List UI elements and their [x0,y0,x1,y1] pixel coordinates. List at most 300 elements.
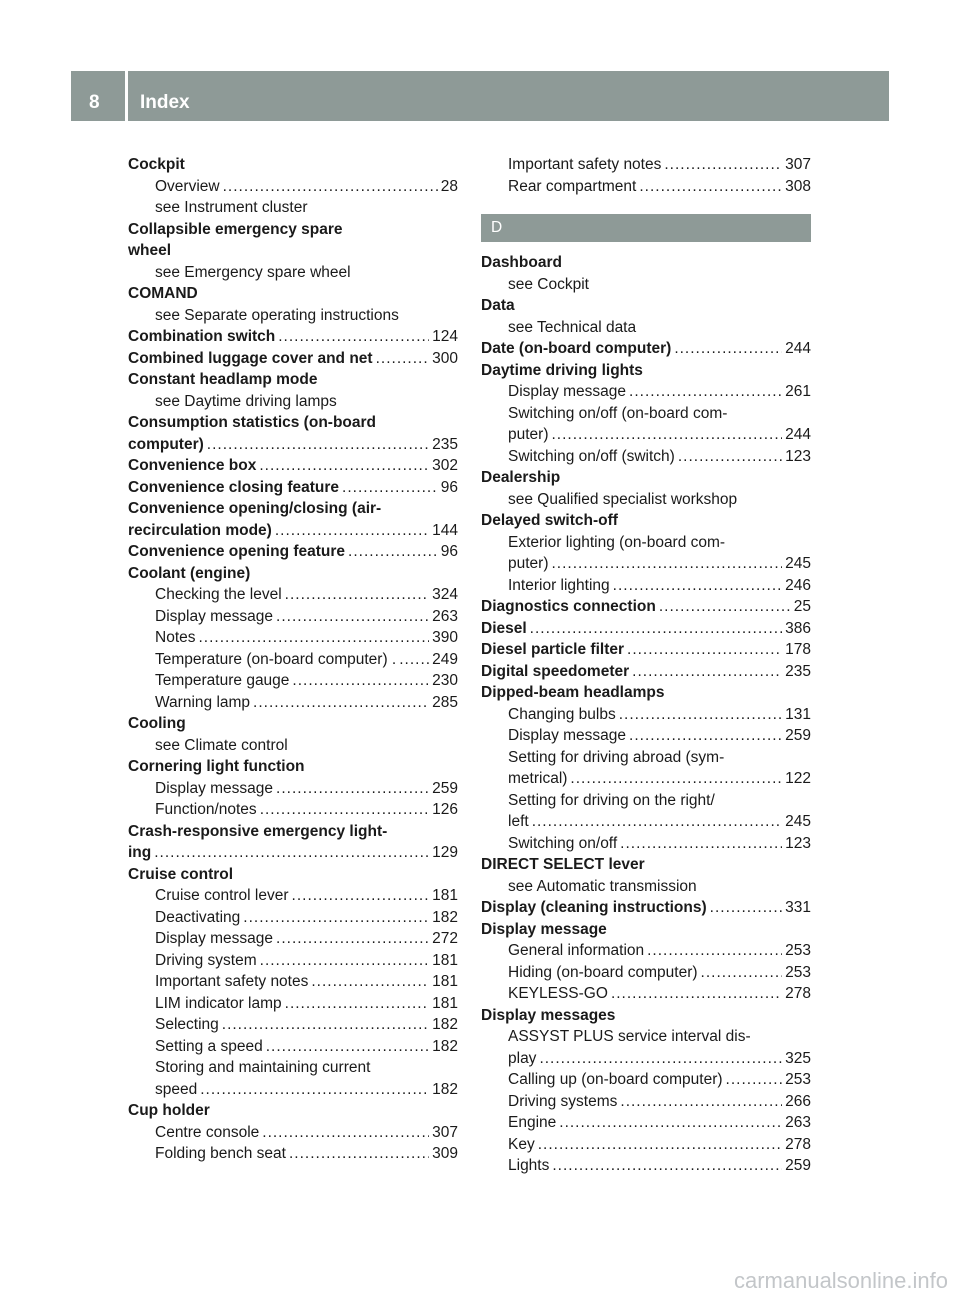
dot-leader [620,833,782,855]
dot-leader [253,692,429,714]
index-subentry [481,1134,811,1156]
index-subentry [481,790,811,812]
index-subentry [128,799,458,821]
index-entry [481,467,811,489]
entry-text: Coolant (engine) [128,564,251,582]
entry-text: Selecting [155,1016,219,1033]
entry-text: DIRECT SELECT lever [481,856,645,873]
entry-text: Consumption statistics (on-board [128,414,376,431]
entry-text: Centre console [155,1123,260,1141]
entry-text: recirculation mode) [128,521,272,539]
index-subentry [128,950,458,972]
index-entry [128,477,458,499]
index-entry [481,1005,811,1027]
index-subentry [128,1036,458,1058]
index-subentry [481,1091,811,1113]
index-entry [128,713,458,735]
entry-text: Cockpit [128,156,185,173]
page-ref: 244 [785,426,811,443]
page-ref: 249 [432,650,458,668]
entry-text: left [508,813,529,830]
entry-text: Display message [508,383,627,400]
index-subentry [481,154,811,176]
entry-text: Deactivating [155,908,241,926]
index-entry [128,1100,458,1122]
dot-leader [532,811,782,833]
entry-text: Dealership [481,469,561,486]
entry-text: Collapsible emergency spare [128,220,343,238]
page-ref: 253 [785,1071,811,1088]
entry-text: Setting a speed [155,1037,263,1055]
dot-leader [278,326,429,348]
entry-text: Display message [481,920,607,938]
entry-text: Cooling [128,715,186,732]
entry-text: Switching on/off (on-board com- [508,404,728,422]
entry-text: Temperature (on-board computer) . [155,650,397,668]
index-entry [128,455,458,477]
page-ref: 308 [785,177,811,195]
page-ref: 181 [432,951,458,969]
index-entry [128,821,458,843]
entry-text: see Climate control [155,736,288,754]
dot-leader [613,575,782,597]
index-subentry [128,584,458,606]
page-ref: 263 [785,1114,811,1131]
entry-text: Constant headlamp mode [128,371,318,388]
entry-text: Display message [155,930,274,947]
entry-text: Diesel [481,619,527,637]
index-column-left [128,154,458,1165]
entry-text: Cornering light function [128,758,305,775]
index-entry [481,897,811,919]
entry-text: Delayed switch-off [481,512,618,529]
entry-text: see Daytime driving lamps [155,392,337,410]
dot-leader [570,768,782,790]
page-ref: 181 [432,994,458,1012]
entry-text: Lights [508,1157,550,1174]
dot-leader [276,928,429,950]
page-ref: 302 [432,457,458,474]
page-ref: 285 [432,693,458,711]
letter-heading: D [481,214,811,242]
entry-text: Digital speedometer [481,662,630,680]
index-entry [481,596,811,618]
dot-leader [222,1014,429,1036]
index-subentry [128,928,458,950]
page-ref: 263 [432,607,458,625]
index-subentry [481,381,811,403]
page-ref: 307 [432,1123,458,1141]
dot-leader [552,553,783,575]
entry-text: Setting for driving abroad (sym- [508,748,725,766]
entry-text: see Emergency spare wheel [155,263,351,281]
index-subentry [481,725,811,747]
page-ref: 331 [785,899,811,916]
dot-leader [376,348,430,370]
dot-leader [619,704,782,726]
entry-text: Overview [155,177,220,195]
page-ref: 235 [432,435,458,453]
index-column-right [481,154,811,1177]
index-entry [481,854,811,876]
index-subentry [481,768,811,790]
page-ref: 278 [785,1135,811,1153]
entry-text: see Technical data [508,318,637,336]
page-ref: 124 [432,328,458,345]
dot-leader [207,434,429,456]
entry-text: ASSYST PLUS service interval dis- [508,1028,751,1045]
entry-text: Combination switch [128,328,276,345]
dot-leader [632,661,782,683]
entry-text: wheel [128,242,172,259]
page-ref: 324 [432,586,458,603]
index-subentry [481,1026,811,1048]
page-number: 8 [89,92,100,113]
entry-text: Cup holder [128,1102,210,1119]
dot-leader [620,1091,782,1113]
index-subentry [481,176,811,198]
dot-leader [276,606,429,628]
index-subentry [128,305,458,327]
index-entry [128,541,458,563]
index-entry [128,240,458,262]
dot-leader [701,962,783,984]
page-ref: 253 [785,963,811,981]
entry-text: Exterior lighting (on-board com- [508,533,726,551]
page-ref: 122 [785,770,811,787]
index-subentry [128,262,458,284]
index-subentry [128,606,458,628]
entry-text: Notes [155,629,196,646]
dot-leader [552,1155,782,1177]
entry-text: Convenience opening/closing (air- [128,500,382,517]
page-ref: 390 [432,629,458,646]
dot-leader [260,799,429,821]
entry-text: Display message [508,727,627,744]
index-subentry [481,1069,811,1091]
dot-leader [639,176,782,198]
page-ref: 309 [432,1145,458,1162]
entry-text: Display (cleaning instructions) [481,899,707,916]
index-entry [481,295,811,317]
entry-text: Diagnostics connection [481,598,656,615]
dot-leader [629,381,782,403]
page-ref: 245 [785,813,811,830]
index-entry [128,219,458,241]
index-subentry [481,983,811,1005]
index-subentry [128,971,458,993]
entry-text: puter) [508,555,549,572]
index-entry [481,661,811,683]
entry-text: Rear compartment [508,177,637,195]
entry-text: General information [508,942,645,959]
index-subentry [128,1014,458,1036]
entry-text: Convenience closing feature [128,478,340,496]
page-ref: 96 [440,478,458,496]
page-ref: 123 [785,447,811,465]
dot-leader [659,596,791,618]
index-entry [128,498,458,520]
dot-leader [266,1036,429,1058]
entry-text: speed [155,1080,198,1098]
page-ref: 278 [785,985,811,1002]
section-title: Index [140,92,190,113]
index-entry [128,756,458,778]
page-ref: 178 [785,641,811,658]
dot-leader [647,940,782,962]
dot-leader [154,842,429,864]
entry-text: Temperature gauge [155,672,290,689]
page-number-box [71,71,125,121]
index-entry [128,864,458,886]
entry-text: Key [508,1135,535,1153]
entry-text: Dashboard [481,254,562,271]
index-subentry [128,176,458,198]
dot-leader [259,455,429,477]
index-entry [481,510,811,532]
dot-leader [710,897,782,919]
page-ref: 182 [432,1016,458,1033]
page-ref: 28 [440,177,458,195]
dot-leader [243,907,429,929]
dot-leader [285,993,429,1015]
page-header [71,71,889,121]
index-entry [128,434,458,456]
entry-text: Convenience opening feature [128,543,346,560]
index-subentry [481,704,811,726]
dot-leader [552,424,783,446]
page-ref: 182 [432,1080,458,1098]
dot-leader [627,639,782,661]
dot-leader [530,618,782,640]
entry-text: LIM indicator lamp [155,994,282,1012]
index-subentry [481,940,811,962]
dot-leader [348,541,438,563]
entry-text: Crash-responsive emergency light- [128,822,388,840]
entry-text: Engine [508,1114,557,1131]
index-subentry [481,317,811,339]
entry-text: see Cockpit [508,275,589,293]
index-entry [128,369,458,391]
entry-text: Important safety notes [508,156,662,173]
page-ref: 126 [432,801,458,818]
entry-text: metrical) [508,770,568,787]
dot-leader [276,778,429,800]
dot-leader [199,627,430,649]
entry-text: Warning lamp [155,693,251,711]
watermark: carmanualsonline.info [733,1268,948,1293]
entry-text: Data [481,297,515,314]
entry-text: Interior lighting [508,576,610,594]
entry-text: play [508,1049,537,1067]
dot-leader [289,1143,429,1165]
entry-text: ing [128,844,152,861]
dot-leader [726,1069,783,1091]
index-subentry [481,1048,811,1070]
index-subentry [481,747,811,769]
page-ref: 123 [785,834,811,852]
entry-text: Folding bench seat [155,1145,286,1162]
index-subentry [481,403,811,425]
entry-text: Date (on-board computer) [481,340,672,357]
index-subentry [128,692,458,714]
page-ref: 182 [432,1037,458,1055]
entry-text: Display message [155,779,274,797]
entry-text: KEYLESS-GO [508,985,608,1002]
page-ref: 235 [785,662,811,680]
dot-leader [223,176,438,198]
page-ref: 259 [785,1157,811,1174]
index-subentry [481,811,811,833]
entry-text: COMAND [128,285,198,302]
index-subentry [128,197,458,219]
page-ref: 144 [432,521,458,539]
dot-leader [539,1048,782,1070]
page-ref: 246 [785,576,811,594]
index-entry [128,412,458,434]
page-ref: 386 [785,619,811,637]
index-subentry [481,274,811,296]
dot-leader [285,584,429,606]
entry-text: Switching on/off [508,834,618,852]
dot-leader [678,446,782,468]
page-ref: 230 [432,672,458,689]
index-entry [481,919,811,941]
index-entry [128,326,458,348]
dot-leader [200,1079,429,1101]
dot-leader [399,649,429,671]
entry-text: Dipped-beam headlamps [481,684,665,701]
entry-text: Diesel particle filter [481,641,625,658]
index-subentry [481,424,811,446]
page-ref: 245 [785,555,811,572]
entry-text: see Automatic transmission [508,877,697,895]
index-subentry [128,778,458,800]
index-subentry [481,553,811,575]
index-entry [481,682,811,704]
entry-text: Driving system [155,951,257,969]
page-ref: 253 [785,942,811,959]
index-subentry [481,876,811,898]
index-subentry [128,1079,458,1101]
index-entry [481,618,811,640]
dot-leader [342,477,438,499]
index-subentry [481,1155,811,1177]
index-entry [128,283,458,305]
index-entry [128,842,458,864]
entry-text: computer) [128,435,204,453]
index-subentry [128,670,458,692]
entry-text: Convenience box [128,457,257,474]
dot-leader [559,1112,782,1134]
entry-text: Function/notes [155,801,257,818]
index-subentry [481,489,811,511]
page-ref: 272 [432,930,458,947]
index-subentry [128,885,458,907]
page-ref: 259 [785,727,811,744]
entry-text: Cruise control [128,865,234,883]
page-ref: 131 [785,705,811,723]
dot-leader [292,670,429,692]
entry-text: Cruise control lever [155,887,289,904]
page-ref: 259 [432,779,458,797]
dot-leader [674,338,782,360]
dot-leader [260,950,429,972]
index-subentry [128,1122,458,1144]
index-entry [128,563,458,585]
page-ref: 25 [793,598,811,615]
page-ref: 300 [432,349,458,367]
index-subentry [481,962,811,984]
dot-leader [262,1122,429,1144]
entry-text: Display messages [481,1006,616,1024]
dot-leader [275,520,429,542]
index-entry [128,520,458,542]
index-entry [481,639,811,661]
page-ref: 307 [785,156,811,173]
page-ref: 325 [785,1049,811,1067]
index-subentry [481,446,811,468]
dot-leader [611,983,782,1005]
page-ref: 244 [785,340,811,357]
index-subentry [128,649,458,671]
entry-text: see Instrument cluster [155,199,308,216]
section-title-bar [128,71,889,121]
index-entry [128,154,458,176]
page-ref: 181 [432,973,458,990]
entry-text: Important safety notes [155,973,309,990]
entry-text: Display message [155,607,274,625]
index-subentry [128,1143,458,1165]
entry-text: Daytime driving lights [481,361,643,379]
page-ref: 182 [432,908,458,926]
dot-leader [311,971,429,993]
index-entry [481,252,811,274]
index-subentry [128,907,458,929]
entry-text: see Qualified specialist workshop [508,490,738,508]
entry-text: see Separate operating instructions [155,306,399,324]
dot-leader [664,154,782,176]
index-subentry [128,627,458,649]
entry-text: Checking the level [155,586,282,603]
entry-text: Calling up (on-board computer) [508,1071,723,1088]
entry-text: Combined luggage cover and net [128,349,373,367]
page-ref: 129 [432,844,458,861]
index-entry [128,348,458,370]
page-ref: 261 [785,383,811,400]
index-subentry [128,735,458,757]
index-entry [481,338,811,360]
index-subentry [128,1057,458,1079]
index-subentry [128,993,458,1015]
entry-text: Storing and maintaining current [155,1059,371,1076]
index-entry [481,360,811,382]
entry-text: puter) [508,426,549,443]
index-subentry [481,1112,811,1134]
entry-text: Changing bulbs [508,705,616,723]
index-subentry [128,391,458,413]
index-subentry [481,532,811,554]
dot-leader [292,885,430,907]
page-ref: 96 [440,543,458,560]
entry-text: Driving systems [508,1092,618,1110]
entry-text: Hiding (on-board computer) [508,963,698,981]
dot-leader [538,1134,782,1156]
entry-text: Setting for driving on the right/ [508,791,715,809]
dot-leader [629,725,782,747]
index-subentry [481,833,811,855]
entry-text: Switching on/off (switch) [508,447,675,465]
